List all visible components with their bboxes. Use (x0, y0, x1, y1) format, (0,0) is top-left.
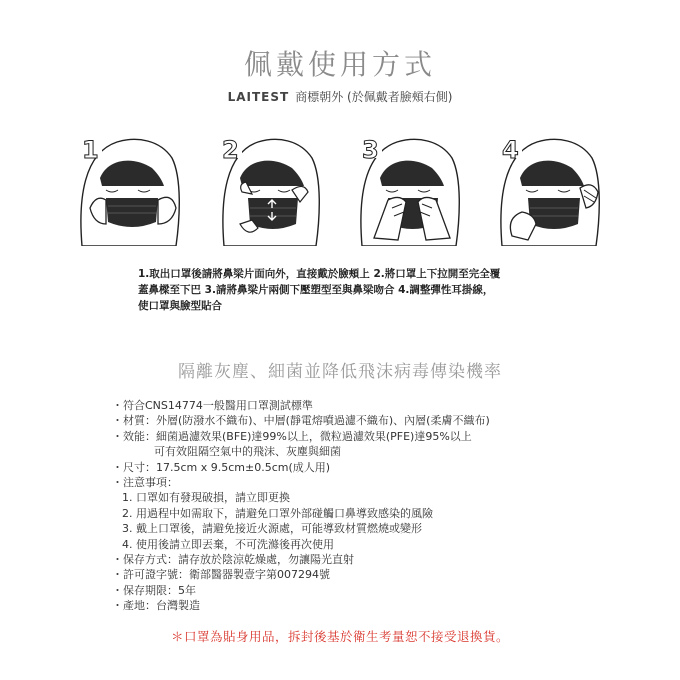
subtitle-text: 商標朝外 (於佩戴者臉頰右側) (295, 90, 453, 104)
bullet: ・ (112, 476, 123, 490)
section-title: 隔離灰塵、細菌並降低飛沫病毒傳染機率 (178, 362, 502, 382)
step-illustrations (72, 128, 612, 246)
spec-item (112, 583, 612, 598)
spec-item-text: 效能：細菌過濾效果(BFE)達99%以上，微粒過濾效果(PFE)達95%以上 (123, 429, 472, 443)
spec-item (112, 444, 612, 459)
bullet: ・ (112, 553, 123, 567)
spec-item-text: 可有效阻隔空氣中的飛沫、灰塵與細菌 (154, 445, 341, 459)
spec-item-text: 尺寸：17.5cm x 9.5cm±0.5cm(成人用) (123, 460, 331, 474)
step-1-number: 1 (82, 136, 99, 164)
spec-item-text: 保存期限：5年 (123, 583, 196, 597)
spec-item (112, 598, 612, 613)
step-4-number: 4 (502, 136, 519, 164)
step-4-illustration (492, 128, 612, 246)
bullet: ・ (112, 460, 123, 474)
bullet: ・ (112, 568, 123, 582)
spec-item-text: 3. 戴上口罩後，請避免接近火源處，可能導致材質燃燒或變形 (122, 522, 422, 536)
step-3-illustration (352, 128, 472, 246)
spec-item (112, 537, 612, 552)
brand-subtitle (0, 88, 680, 105)
spec-item-text: 4. 使用後請立即丟棄，不可洗滌後再次使用 (122, 537, 334, 551)
spec-item-text: 注意事項： (123, 476, 178, 490)
spec-item-text: 許可證字號：衛部醫器製壹字第007294號 (123, 568, 330, 582)
spec-item (112, 413, 612, 428)
step-2-illustration (212, 128, 332, 246)
return-policy-notice: ＊口罩為貼身用品，拆封後基於衛生考量恕不接受退換貨。 (170, 629, 509, 644)
spec-list (112, 398, 612, 614)
step-description-line: 使口罩與臉型貼合 (138, 300, 222, 312)
spec-item-text: 符合CNS14774一般醫用口罩測試標準 (123, 399, 313, 412)
bullet: ・ (112, 399, 123, 412)
step-3-number: 3 (362, 136, 379, 164)
step-description-line: 蓋鼻樑至下巴 3.請將鼻梁片兩側下壓塑型至與鼻梁吻合 4.調整彈性耳掛線， (138, 284, 494, 296)
spec-item (112, 398, 612, 413)
bullet: ・ (112, 414, 123, 428)
spec-item (112, 475, 612, 490)
spec-item-text: 保存方式：請存放於陰涼乾燥處，勿讓陽光直射 (123, 553, 354, 567)
spec-item (112, 429, 612, 444)
spec-item (112, 567, 612, 582)
spec-item-text: 材質：外層(防潑水不織布)、中層(靜電熔噴過濾不織布)、內層(柔膚不織布) (123, 414, 490, 428)
spec-item (112, 521, 612, 536)
spec-item (112, 490, 612, 505)
step-1-illustration (72, 128, 192, 246)
step-description-line: 1.取出口罩後請將鼻梁片面向外，直接戴於臉頰上 2.將口罩上下拉開至完全覆 (138, 268, 501, 280)
brand-name: LAITEST (227, 90, 290, 104)
step-description (138, 266, 588, 314)
spec-item-text: 1. 口罩如有發現破損，請立即更換 (122, 491, 290, 505)
bullet: ・ (112, 599, 123, 613)
spec-item-text: 2. 用過程中如需取下，請避免口罩外部碰觸口鼻導致感染的風險 (122, 506, 433, 520)
spec-item (112, 506, 612, 521)
spec-item (112, 552, 612, 567)
bullet: ・ (112, 429, 123, 443)
spec-item (112, 460, 612, 475)
page-title: 佩戴使用方式 (243, 48, 436, 81)
bullet: ・ (112, 583, 123, 597)
spec-item-text: 產地：台灣製造 (123, 599, 200, 613)
step-2-number: 2 (222, 136, 239, 164)
